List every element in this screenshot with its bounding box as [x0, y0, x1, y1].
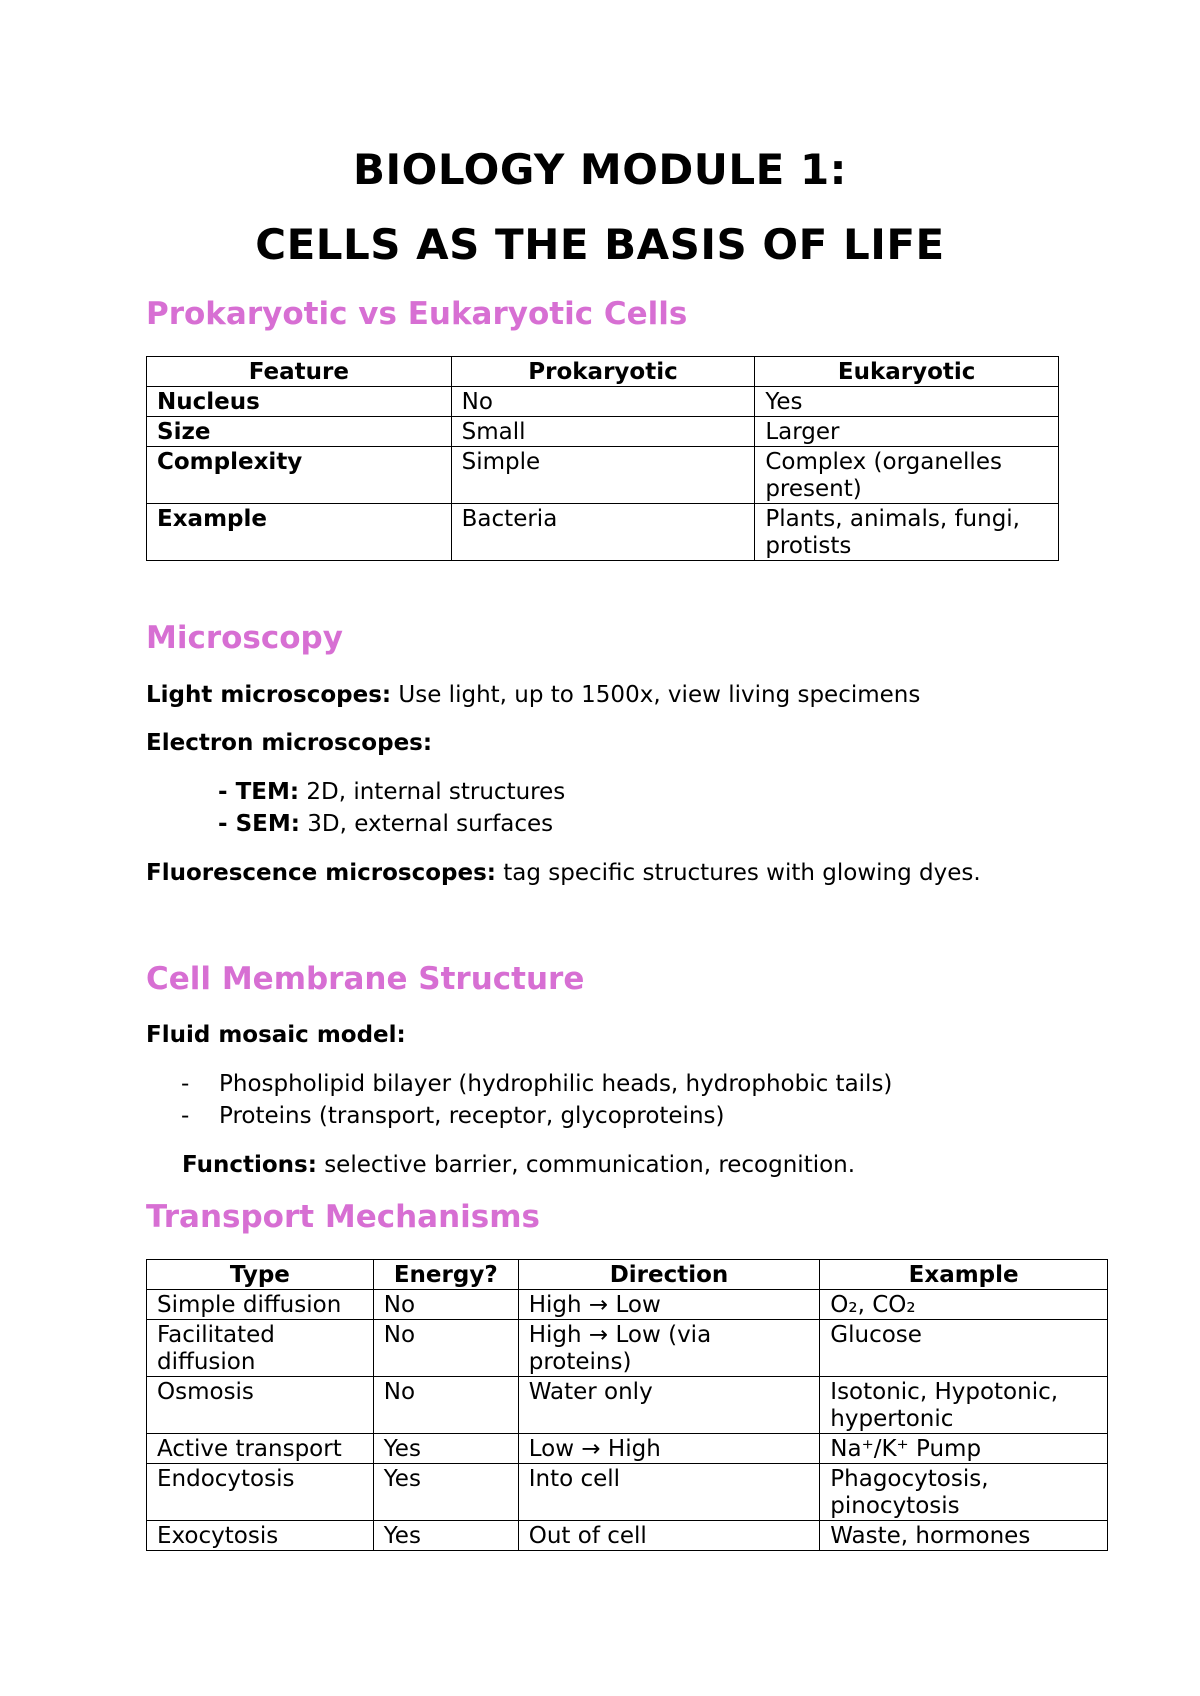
cell-energy: No — [373, 1290, 518, 1320]
heading-cell-membrane-structure: Cell Membrane Structure — [146, 961, 585, 997]
cell-eukaryotic: Plants, animals, fungi, protists — [755, 504, 1059, 561]
cell-type: Endocytosis — [147, 1464, 374, 1521]
tem-line — [218, 779, 565, 805]
electron-microscopes-label: Electron microscopes: — [146, 730, 433, 756]
fluorescence-microscopes-line — [146, 860, 981, 886]
cell-energy: No — [373, 1320, 518, 1377]
cell-type: Active transport — [147, 1434, 374, 1464]
fluid-mosaic-line — [146, 1022, 406, 1048]
cell-direction: Water only — [518, 1377, 820, 1434]
cell-direction: Out of cell — [518, 1521, 820, 1551]
sem-text: 3D, external surfaces — [299, 811, 554, 837]
transport-mechanisms-table — [146, 1259, 1108, 1551]
document-title-line-2: CELLS AS THE BASIS OF LIFE — [255, 220, 945, 269]
cell-feature: Nucleus — [147, 387, 452, 417]
tem-label: TEM: — [235, 779, 300, 805]
cell-type: Simple diffusion — [147, 1290, 374, 1320]
cell-example: Phagocytosis, pinocytosis — [820, 1464, 1108, 1521]
cell-direction: High → Low (via proteins) — [518, 1320, 820, 1377]
cell-eukaryotic: Yes — [755, 387, 1059, 417]
table-row — [147, 447, 1059, 504]
cell-energy: Yes — [373, 1464, 518, 1521]
functions-line — [182, 1152, 855, 1178]
cell-example: Glucose — [820, 1320, 1108, 1377]
light-microscopes-label: Light microscopes: — [146, 682, 392, 708]
header-example: Example — [820, 1260, 1108, 1290]
document-title-line-1: BIOLOGY MODULE 1: — [353, 145, 847, 194]
cell-type: Osmosis — [147, 1377, 374, 1434]
cell-feature: Complexity — [147, 447, 452, 504]
functions-label: Functions: — [182, 1152, 317, 1178]
cell-direction: High → Low — [518, 1290, 820, 1320]
cell-energy: Yes — [373, 1521, 518, 1551]
table-header-row — [147, 1260, 1108, 1290]
cell-prokaryotic: No — [451, 387, 755, 417]
tem-text: 2D, internal structures — [299, 779, 566, 805]
fluorescence-microscopes-text: tag specific structures with glowing dyes. — [495, 860, 981, 886]
sem-dash: - — [218, 811, 236, 837]
list-item — [181, 1071, 892, 1097]
cell-example: Waste, hormones — [820, 1521, 1108, 1551]
table-row — [147, 1377, 1108, 1434]
electron-microscopes-line — [146, 730, 432, 756]
table-row — [147, 1290, 1108, 1320]
list-item — [181, 1103, 724, 1129]
cell-direction: Into cell — [518, 1464, 820, 1521]
cell-feature: Size — [147, 417, 452, 447]
sem-line — [218, 811, 553, 837]
bullet-text: Phospholipid bilayer (hydrophilic heads, hydrophobic tails) — [219, 1071, 893, 1097]
heading-prokaryotic-vs-eukaryotic: Prokaryotic vs Eukaryotic Cells — [146, 296, 688, 332]
fluorescence-microscopes-label: Fluorescence microscopes: — [146, 860, 496, 886]
table-header-row — [147, 357, 1059, 387]
light-microscopes-text: Use light, up to 1500x, view living specimens — [391, 682, 921, 708]
header-eukaryotic: Eukaryotic — [755, 357, 1059, 387]
table-row — [147, 1464, 1108, 1521]
table-row — [147, 1320, 1108, 1377]
cell-direction: Low → High — [518, 1434, 820, 1464]
header-type: Type — [147, 1260, 374, 1290]
prokaryotic-eukaryotic-table — [146, 356, 1059, 561]
cell-example: Na⁺/K⁺ Pump — [820, 1434, 1108, 1464]
cell-energy: Yes — [373, 1434, 518, 1464]
functions-text: selective barrier, communication, recognition. — [316, 1152, 856, 1178]
header-prokaryotic: Prokaryotic — [451, 357, 755, 387]
bullet-dash: - — [181, 1103, 190, 1129]
header-direction: Direction — [518, 1260, 820, 1290]
cell-eukaryotic: Complex (organelles present) — [755, 447, 1059, 504]
table-row — [147, 1521, 1108, 1551]
cell-prokaryotic: Small — [451, 417, 755, 447]
cell-type: Facilitated diffusion — [147, 1320, 374, 1377]
cell-eukaryotic: Larger — [755, 417, 1059, 447]
table-row — [147, 1434, 1108, 1464]
cell-prokaryotic: Bacteria — [451, 504, 755, 561]
sem-label: SEM: — [235, 811, 300, 837]
cell-example: O₂, CO₂ — [820, 1290, 1108, 1320]
header-energy: Energy? — [373, 1260, 518, 1290]
bullet-dash: - — [181, 1071, 190, 1097]
fluid-mosaic-label: Fluid mosaic model: — [146, 1022, 406, 1048]
heading-transport-mechanisms: Transport Mechanisms — [146, 1199, 540, 1235]
heading-microscopy: Microscopy — [146, 620, 343, 656]
light-microscopes-line — [146, 682, 920, 708]
table-row — [147, 387, 1059, 417]
cell-feature: Example — [147, 504, 452, 561]
tem-dash: - — [218, 779, 236, 805]
header-feature: Feature — [147, 357, 452, 387]
cell-energy: No — [373, 1377, 518, 1434]
table-row — [147, 417, 1059, 447]
bullet-text: Proteins (transport, receptor, glycoproteins) — [219, 1103, 725, 1129]
cell-example: Isotonic, Hypotonic, hypertonic — [820, 1377, 1108, 1434]
cell-prokaryotic: Simple — [451, 447, 755, 504]
cell-type: Exocytosis — [147, 1521, 374, 1551]
table-row — [147, 504, 1059, 561]
